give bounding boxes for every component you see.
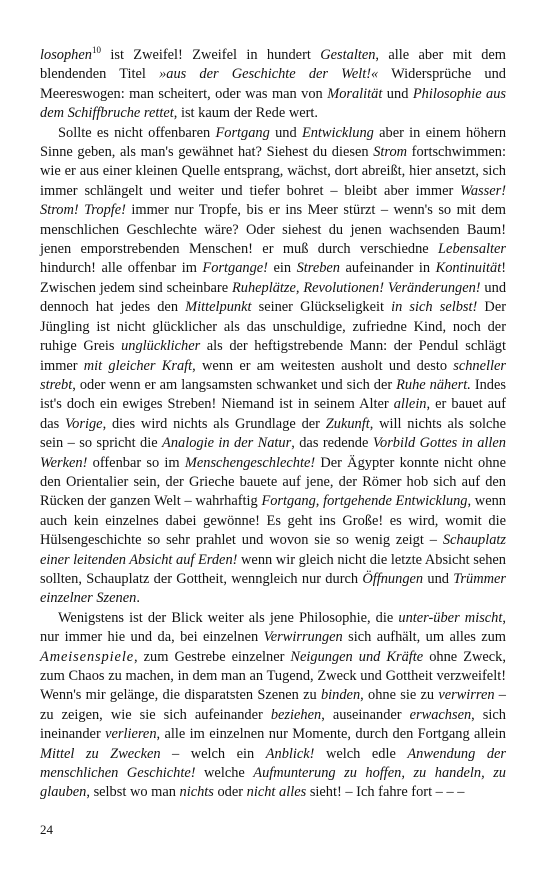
emphasis-text: Moralität [327,85,383,102]
text-run: . [136,590,140,607]
page-number: 24 [40,822,53,837]
paragraph [40,124,506,609]
text-run: oder [213,784,247,801]
emphasis-text: in sich selbst! [391,299,478,316]
text-run: ! Zwischen jedem sind scheinbare [40,260,506,296]
text-run: offenbar so im [87,454,185,471]
text-run: und [423,570,454,587]
emphasis-text: Wasser! Strom! Tropfe! [40,182,506,219]
emphasis-text: Mittelpunkt [185,299,252,316]
text-run: als der heftigstrebende Mann: der Pendul schlägt immer [40,338,506,374]
text-run: sich aufhält, um alles zum [342,629,506,646]
text-run: , wenn auch kein einzelnes dabei gewönne! Es geht ins Große! es wird, womit die Hülsengeschichte so sehr prahlet und wovon sie so wenig zeigt – [40,493,506,549]
text-run: welch edle [314,745,408,762]
emphasis-text: Philosophie aus dem Schiffbruche rettet [40,85,507,122]
text-run: wenn wir gleich nicht die letzte Absicht sehen sollten, Schauplatz der Gottheit, wenngleich nur durch [40,551,507,587]
emphasis-text: verwirren [438,687,495,704]
emphasis-text: erwachsen [409,706,472,723]
text-run: Der Ägypter konnte nicht ohne den Orientalier sein, der Grieche bauete auf jene, der Römer hob sich auf den Rücken der ganzen Welt – wahrhaftig [40,454,506,510]
text-run: – welch ein [160,745,266,762]
text-run: ist Zweifel! Zweifel in hundert [100,47,321,63]
paragraph [40,609,506,803]
emphasis-text: Anwendung der menschlichen Geschichte! [40,745,507,782]
text-run: fortschwimmen: wie er aus einer kleinen Quelle entsprang, wächst, dort abreißt, hier ansetzt, sich immer schlängelt und weiter und tiefer bohret – bleibt aber immer [40,144,506,199]
text-run: , zum Gestrebe einzelner [134,648,291,665]
text-run: und [382,85,413,102]
text-run: , das redende [291,435,373,452]
emphasis-text: Fortgang [215,124,270,141]
text-run: , ist kaum der Rede wert. [173,105,319,122]
text-run: ohne Zweck, zum Chaos zu machen, in dem man an Tugend, Zweck und Gottheit verzweifelt! Wenn's mir gelänge, die disparatsten Szenen zu [40,648,506,704]
text-run: , sich ineinander [40,706,506,743]
text-run: , nur immer hie und da, bei einzelnen [40,609,506,646]
emphasis-text: Ruheplätze, Revolutionen! Veränderungen! [231,279,481,296]
text-run: Der Jüngling ist nicht glücklicher als das unschuldige, zufriedne Kind, noch der ruhige Greis [40,299,506,355]
emphasis-text: Öffnungen [362,570,424,587]
text-run: immer nur Tropfe, bis er ins Meer stürzt – wenn's so mit dem menschlichen Geschlechte wäre? Oder siehest du jenen wachsenden Baum! jenen emporstrebenden Menschen! er muß durch verschiedne [40,202,506,258]
emphasis-text: Fortgange! [202,260,268,277]
emphasis-text: nicht alles [246,784,307,801]
emphasis-text: verlieren [105,726,157,743]
text-run: , selbst wo man [86,784,180,801]
emphasis-text: Ruhe nähert. [396,376,471,393]
text-run: , er bauet auf das [40,396,507,432]
emphasis-text: unglücklicher [121,338,201,355]
text-run: , ohne sie zu [360,687,439,704]
text-run: , dies wird nichts als Grundlage der [102,415,326,432]
emphasis-text: Lebensalter [438,241,506,258]
emphasis-text: Analogie in der Natur [162,435,292,452]
emphasis-text: Ameisenspiele [40,648,135,665]
text-run: , oder wenn er am langsamsten schwanket und sich der [72,376,397,393]
emphasis-text: Strom [373,144,408,161]
emphasis-text: Anblick! [265,745,315,762]
text-run: Indes ist's doch ein ewiges Streben! Niemand ist in seinem Alter [40,376,506,413]
text-run: und dennoch hat jedes den [40,279,507,316]
text-run: aufeinander in [340,260,436,277]
emphasis-text: schneller strebt [40,357,506,393]
text-run: , auseinander [321,706,410,723]
text-run: , wenn er am weitesten ausholt und desto [192,357,454,374]
text-run: – zu zeigen, wie sie sich aufeinander [40,687,506,723]
emphasis-text: losophen [40,47,92,63]
text-run: , alle aber mit dem blendenden Titel [40,47,506,83]
text-run: ein [267,260,297,277]
footnote-ref: 10 [91,45,101,56]
emphasis-text: Streben [296,260,340,277]
emphasis-text: Gestalten [320,47,376,63]
text-run: seiner Glückseligkeit [251,299,392,316]
text-run: und [269,124,302,141]
text-run: hindurch! alle offenbar im [40,260,203,277]
emphasis-text: Zukunft [325,415,370,432]
emphasis-text: allein [393,396,427,413]
emphasis-text: Kontinuität [435,260,502,277]
text-run: Sollte es nicht offenbaren [58,124,216,141]
emphasis-text: unter-über mischt [398,609,503,626]
emphasis-text: Schauplatz einer leitenden Absicht auf Erden! [40,532,506,568]
text-run: , alle im einzelnen nur Momente, durch den Fortgang allein [156,726,506,743]
text-run: aber in einem höhern Sinne geben, als man's gewähnet hat? Siehest du diesen [40,124,507,161]
emphasis-text: nichts [179,784,214,801]
emphasis-text: Vorige [64,415,103,432]
emphasis-text: Trümmer einzelner Szenen [40,570,506,607]
emphasis-text: Aufmunterung zu hoffen, zu handeln, zu glauben [40,765,506,801]
emphasis-text: mit gleicher Kraft [83,357,193,374]
text-run: Wenigstens ist der Blick weiter als jene Philosophie, die [58,609,399,626]
emphasis-text: Vorbild Gottes in allen Werken! [40,435,506,471]
text-run: Widersprüche und Meereswogen: man scheitert, oder was man von [40,66,506,102]
emphasis-text: beziehen [270,706,322,723]
emphasis-text: Verwirrungen [263,629,343,646]
emphasis-text: binden [320,687,361,704]
emphasis-text: »aus der Geschichte der Welt!« [159,66,379,83]
paragraph [40,46,506,124]
emphasis-text: Menschengeschlechte! [184,454,316,471]
emphasis-text: Neigungen und Kräfte [290,648,424,665]
text-run: , will nichts als solche sein – so spricht die [40,415,507,452]
body-text [40,46,506,803]
text-run: welche [195,765,254,782]
emphasis-text: Fortgang, fortgehende Entwicklung [261,493,468,510]
emphasis-text: Mittel zu Zwecken [40,745,161,762]
text-run: sieht! – Ich fahre fort – – – [306,784,465,801]
emphasis-text: Entwicklung [301,124,374,141]
